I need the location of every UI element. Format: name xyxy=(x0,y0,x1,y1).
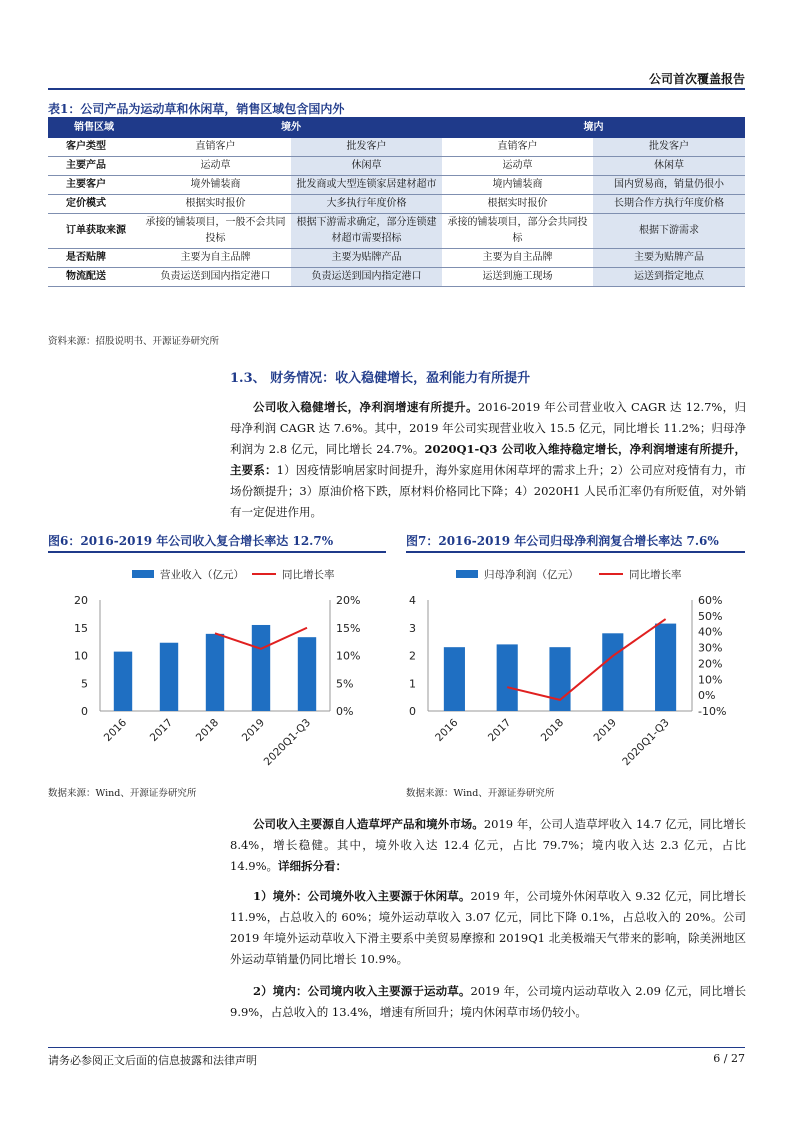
bar xyxy=(655,624,676,711)
bar xyxy=(114,652,132,711)
financial-paragraph xyxy=(230,397,746,523)
table-cell: 休闲草 xyxy=(593,157,745,176)
y2-tick-label: 5% xyxy=(336,677,354,691)
para4-text: 2019 年，公司境内运动草收入 2.09 亿元，同比增长 9.9%，占总收入的 13.4%，增速有所回升；境内休闲草市场仍较小。 xyxy=(230,984,746,1019)
row-header: 客户类型 xyxy=(48,138,140,157)
legend-bar-label: 营业收入（亿元） xyxy=(160,569,244,581)
y-tick-label: 4 xyxy=(409,594,416,607)
y2-tick-label: 20% xyxy=(698,657,723,671)
col-header-region: 销售区域 xyxy=(48,117,140,138)
fig7-source: 数据来源：Wind、开源证券研究所 xyxy=(406,788,555,799)
fig7-title: 图7：2016-2019 年公司归母净利润复合增长率达 7.6% xyxy=(406,534,719,548)
table-cell: 批发商或大型连锁家居建材超市 xyxy=(291,176,442,195)
row-header: 物流配送 xyxy=(48,268,140,287)
fig7-title-rule xyxy=(406,551,745,553)
y-tick-label: 5 xyxy=(81,677,88,691)
y-tick-label: 3 xyxy=(409,621,416,635)
para4-bold-lead: 2）境内：公司境内收入主要源于运动草。 xyxy=(253,984,471,998)
table-cell: 承接的铺装项目，一般不会共同投标 xyxy=(140,214,291,249)
growth-rate-line xyxy=(507,619,665,700)
bar xyxy=(298,637,316,711)
para1-bold-lead: 公司收入稳健增长，净利润增速有所提升。 xyxy=(253,400,478,414)
para2-text: 2019 年，公司人造草坪收入 14.7 亿元，同比增长 8.4%，增长稳健。其中，境外收入达 12.4 亿元，占比 79.7%；境内收入达 2.3 亿元，占比 14.9%。 xyxy=(230,817,747,873)
table-row xyxy=(48,249,745,268)
y2-tick-label: 0% xyxy=(336,705,354,718)
x-tick-label: 2020Q1-Q3 xyxy=(620,716,672,769)
table-cell: 承接的铺装项目，部分会共同投标 xyxy=(442,214,593,249)
table-cell: 直销客户 xyxy=(442,138,593,157)
table-cell: 根据下游需求 xyxy=(593,214,745,249)
para1-text-second: 1）因疫情影响居家时间提升，海外家庭用休闲草坪的需求上升；2）公司应对疫情有力，市场份额提升；3）原油价格下跌，原材料价格同比下降；4）2020H1 人民币汇率仍有所贬值，对外销有一定促进作用。 xyxy=(230,463,746,519)
y-tick-label: 0 xyxy=(81,705,88,718)
table-cell: 主要为贴牌产品 xyxy=(593,249,745,268)
table-row xyxy=(48,138,745,157)
legend-line-label: 同比增长率 xyxy=(629,569,682,581)
fig6-title: 图6：2016-2019 年公司收入复合增长率达 12.7% xyxy=(48,534,334,548)
table-cell: 运动草 xyxy=(442,157,593,176)
y-tick-label: 2 xyxy=(409,649,416,663)
y2-tick-label: 10% xyxy=(698,673,723,687)
bar xyxy=(602,633,623,711)
para3-bold-lead: 1）境外：公司境外收入主要源于休闲草。 xyxy=(253,889,471,903)
legend-bar-label: 归母净利润（亿元） xyxy=(484,569,579,581)
table-cell: 根据实时报价 xyxy=(140,195,291,214)
bar xyxy=(252,625,270,711)
table-cell: 主要为自主品牌 xyxy=(442,249,593,268)
report-type-label: 公司首次覆盖报告 xyxy=(648,72,745,86)
y2-tick-label: 60% xyxy=(698,594,723,607)
y-tick-label: 1 xyxy=(409,677,416,691)
table-cell: 根据下游需求确定，部分连锁建材超市需要招标 xyxy=(291,214,442,249)
y2-tick-label: 50% xyxy=(698,609,723,623)
col-header-overseas: 境外 xyxy=(140,117,442,138)
y2-tick-label: -10% xyxy=(698,705,727,718)
product-region-table xyxy=(48,117,745,287)
fig6-title-rule xyxy=(48,551,386,553)
footer-disclaimer: 请务必参阅正文后面的信息披露和法律声明 xyxy=(48,1054,257,1067)
bar xyxy=(549,647,570,711)
y2-tick-label: 0% xyxy=(698,689,716,703)
bar xyxy=(160,643,178,711)
x-tick-label: 2017 xyxy=(147,716,176,745)
y-tick-label: 0 xyxy=(409,705,416,718)
fig6-source: 数据来源：Wind、开源证券研究所 xyxy=(48,788,197,799)
row-header: 订单获取来源 xyxy=(48,214,140,249)
para1-bold-second: 2020Q1-Q3 公司收入维持稳定增长，净利润增速有所提升，主要系： xyxy=(230,442,746,477)
x-tick-label: 2017 xyxy=(485,716,514,745)
y2-tick-label: 15% xyxy=(336,621,361,635)
table-cell: 运动草 xyxy=(140,157,291,176)
table-cell: 长期合作方执行年度价格 xyxy=(593,195,745,214)
domestic-paragraph xyxy=(230,981,746,1023)
table1-title: 表1：公司产品为运动草和休闲草，销售区域包含国内外 xyxy=(48,102,345,116)
table-cell: 运送到指定地点 xyxy=(593,268,745,287)
bar xyxy=(497,644,518,711)
legend-line-label: 同比增长率 xyxy=(282,569,335,581)
y-tick-label: 20 xyxy=(74,594,88,607)
y2-tick-label: 30% xyxy=(698,641,723,655)
y2-tick-label: 20% xyxy=(336,594,361,607)
table-cell: 主要为自主品牌 xyxy=(140,249,291,268)
header-divider xyxy=(48,88,745,90)
table-row xyxy=(48,176,745,195)
table-cell: 国内贸易商，销量仍很小 xyxy=(593,176,745,195)
y2-tick-label: 40% xyxy=(698,625,723,639)
revenue-chart xyxy=(48,554,388,776)
section-title: 1.3、 财务情况：收入稳健增长，盈利能力有所提升 xyxy=(230,371,531,386)
y-tick-label: 15 xyxy=(74,621,88,635)
table-cell: 休闲草 xyxy=(291,157,442,176)
table1-source: 资料来源：招股说明书、开源证券研究所 xyxy=(48,336,220,347)
table-cell: 负责运送到国内指定港口 xyxy=(291,268,442,287)
table-cell: 批发客户 xyxy=(593,138,745,157)
x-tick-label: 2019 xyxy=(239,716,268,745)
x-tick-label: 2019 xyxy=(591,716,619,745)
x-tick-label: 2016 xyxy=(433,716,461,745)
x-tick-label: 2020Q1-Q3 xyxy=(261,716,314,769)
table-cell: 根据实时报价 xyxy=(442,195,593,214)
table-cell: 批发客户 xyxy=(291,138,442,157)
revenue-source-paragraph xyxy=(230,814,746,877)
x-tick-label: 2016 xyxy=(101,716,130,745)
y-tick-label: 10 xyxy=(74,649,88,663)
x-tick-label: 2018 xyxy=(538,716,567,745)
overseas-paragraph xyxy=(230,886,746,970)
para1-text: 2016-2019 年公司营业收入 CAGR 达 12.7%，归母净利润 CAGR 达 7.6%。其中，2019 年公司实现营业收入 15.5 亿元，同比增长 11.2%；归母净利润为 2.8 亿元，同比增长 24.7%。 xyxy=(230,400,747,456)
net-profit-chart xyxy=(406,554,746,776)
table-cell: 主要为贴牌产品 xyxy=(291,249,442,268)
bar xyxy=(206,634,224,711)
row-header: 主要产品 xyxy=(48,157,140,176)
legend-bar-swatch xyxy=(132,570,154,578)
table-cell: 运送到施工现场 xyxy=(442,268,593,287)
page-number: 6 / 27 xyxy=(713,1052,745,1065)
y2-tick-label: 10% xyxy=(336,649,361,663)
table-cell: 直销客户 xyxy=(140,138,291,157)
col-header-domestic: 境内 xyxy=(442,117,745,138)
table-cell: 负责运送到国内指定港口 xyxy=(140,268,291,287)
para2-bold-lead: 公司收入主要源自人造草坪产品和境外市场。 xyxy=(253,817,484,831)
row-header: 是否贴牌 xyxy=(48,249,140,268)
table-row xyxy=(48,214,745,249)
table-cell: 大多执行年度价格 xyxy=(291,195,442,214)
table-row xyxy=(48,268,745,287)
para2-bold-tail: 详细拆分看： xyxy=(278,859,348,873)
bar xyxy=(444,647,465,711)
table-cell: 境外铺装商 xyxy=(140,176,291,195)
x-tick-label: 2018 xyxy=(193,716,222,745)
legend-bar-swatch xyxy=(456,570,478,578)
table-cell: 境内铺装商 xyxy=(442,176,593,195)
table-row xyxy=(48,195,745,214)
footer-divider xyxy=(48,1047,745,1048)
table-row xyxy=(48,157,745,176)
row-header: 定价模式 xyxy=(48,195,140,214)
row-header: 主要客户 xyxy=(48,176,140,195)
para3-text: 2019 年，公司境外休闲草收入 9.32 亿元，同比增长 11.9%，占总收入的 60%；境外运动草收入 3.07 亿元，同比下降 0.1%，占总收入的 20%。公司 2019 年境外运动草收入下滑主要系中美贸易摩擦和 2019Q1 北美极端天气带来的影响，除美洲地区外运动草销量仍同比增长 10.9%。 xyxy=(230,889,746,966)
